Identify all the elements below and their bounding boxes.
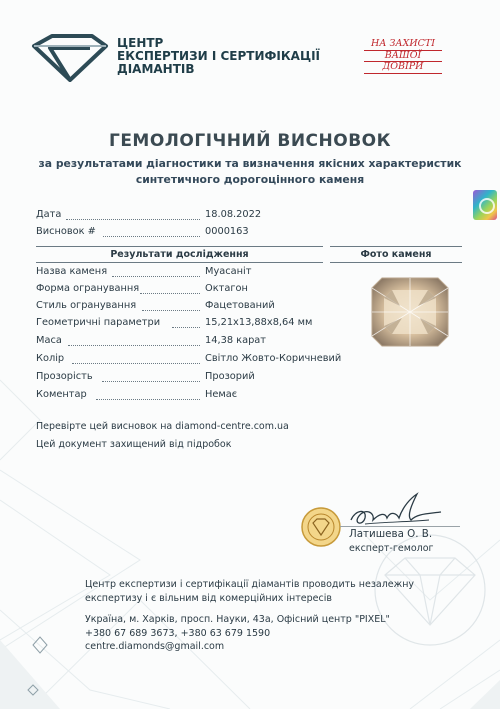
dotted-leader bbox=[140, 293, 200, 294]
dotted-leader bbox=[68, 345, 200, 346]
field-value-color: Світло Жовто-Коричневий bbox=[205, 353, 342, 364]
dotted-leader bbox=[142, 310, 200, 311]
org-line-3: ДІАМАНТІВ bbox=[117, 62, 195, 76]
verify-link[interactable]: diamond-centre.com.ua bbox=[175, 421, 289, 432]
footer-phones: +380 67 689 3673, +380 63 679 1590 bbox=[85, 627, 271, 639]
field-value-stone-name: Муасаніт bbox=[205, 266, 252, 277]
dotted-leader bbox=[66, 219, 200, 220]
slogan-line-1: НА ЗАХИСТІ bbox=[364, 39, 442, 51]
org-line-2: ЕКСПЕРТИЗИ І СЕРТИФІКАЦІЇ bbox=[117, 49, 321, 63]
document-subtitle bbox=[0, 156, 500, 188]
dotted-leader bbox=[112, 276, 200, 277]
date-value: 18.08.2022 bbox=[205, 209, 262, 220]
hologram-sticker bbox=[473, 190, 497, 220]
dotted-leader bbox=[72, 363, 200, 364]
field-value-clarity: Прозорий bbox=[205, 371, 255, 382]
footer-line-1: Центр експертизи і сертифікації діамантів проводить незалежну bbox=[85, 579, 415, 590]
signer-name: Латишева О. В. bbox=[349, 528, 433, 540]
field-label-color: Колір bbox=[36, 353, 65, 364]
subtitle-line-2: синтетичного дорогоцінного каменя bbox=[135, 173, 365, 186]
verify-text: Перевірте цей висновок на bbox=[36, 421, 176, 432]
subtitle-line-1: за результатами діагностики та визначення якісних характеристик bbox=[38, 157, 462, 170]
protection-note: Цей документ захищений від підробок bbox=[36, 439, 232, 450]
field-label-dimensions: Геометричні параметри bbox=[36, 317, 161, 328]
field-label-cut-shape: Форма огранування bbox=[36, 283, 140, 294]
footer-statement bbox=[85, 578, 414, 605]
field-value-comment: Немає bbox=[205, 389, 238, 400]
dotted-leader bbox=[96, 399, 200, 400]
field-label-stone-name: Назва каменя bbox=[36, 266, 108, 277]
signature-line bbox=[340, 526, 460, 527]
conclusion-label: Висновок # bbox=[36, 226, 96, 237]
field-label-mass: Маса bbox=[36, 335, 62, 346]
dotted-leader bbox=[102, 381, 200, 382]
field-value-cut-style: Фацетований bbox=[205, 300, 275, 311]
stone-photo bbox=[370, 276, 450, 348]
handwritten-signature bbox=[345, 488, 445, 530]
organization-name bbox=[117, 37, 320, 76]
dotted-leader bbox=[172, 327, 200, 328]
field-label-cut-style: Стиль огранування bbox=[36, 300, 137, 311]
footer-line-2: експертизу і є вільним від комерційних інтересів bbox=[85, 592, 332, 604]
diamond-logo-icon bbox=[30, 34, 110, 82]
dotted-leader bbox=[103, 236, 200, 237]
photo-section-header: Фото каменя bbox=[330, 246, 462, 263]
field-value-mass: 14,38 карат bbox=[205, 335, 267, 346]
verify-note bbox=[36, 421, 289, 432]
field-value-cut-shape: Октагон bbox=[205, 283, 248, 294]
slogan-line-3: ДОВІРИ bbox=[364, 62, 442, 74]
conclusion-value: 0000163 bbox=[205, 226, 249, 237]
results-section-header: Результати дослідження bbox=[36, 246, 323, 263]
date-label: Дата bbox=[36, 209, 62, 220]
org-line-1: ЦЕНТР bbox=[117, 36, 164, 50]
footer-email[interactable]: centre.diamonds@gmail.com bbox=[85, 641, 225, 652]
footer-address: Україна, м. Харків, просп. Науки, 43а, Офісний центр "PIXEL" bbox=[85, 614, 390, 625]
signer-role: експерт-гемолог bbox=[349, 543, 434, 554]
slogan-line-2: ВАШОЇ bbox=[364, 51, 442, 63]
seal-icon bbox=[301, 507, 341, 547]
slogan bbox=[364, 39, 442, 74]
footer-contacts bbox=[85, 613, 390, 654]
field-value-dimensions: 15,21x13,88x8,64 мм bbox=[205, 317, 313, 328]
field-label-comment: Коментар bbox=[36, 389, 87, 400]
field-label-clarity: Прозорість bbox=[36, 371, 93, 382]
document-title: ГЕМОЛОГІЧНИЙ ВИСНОВОК bbox=[108, 131, 392, 151]
